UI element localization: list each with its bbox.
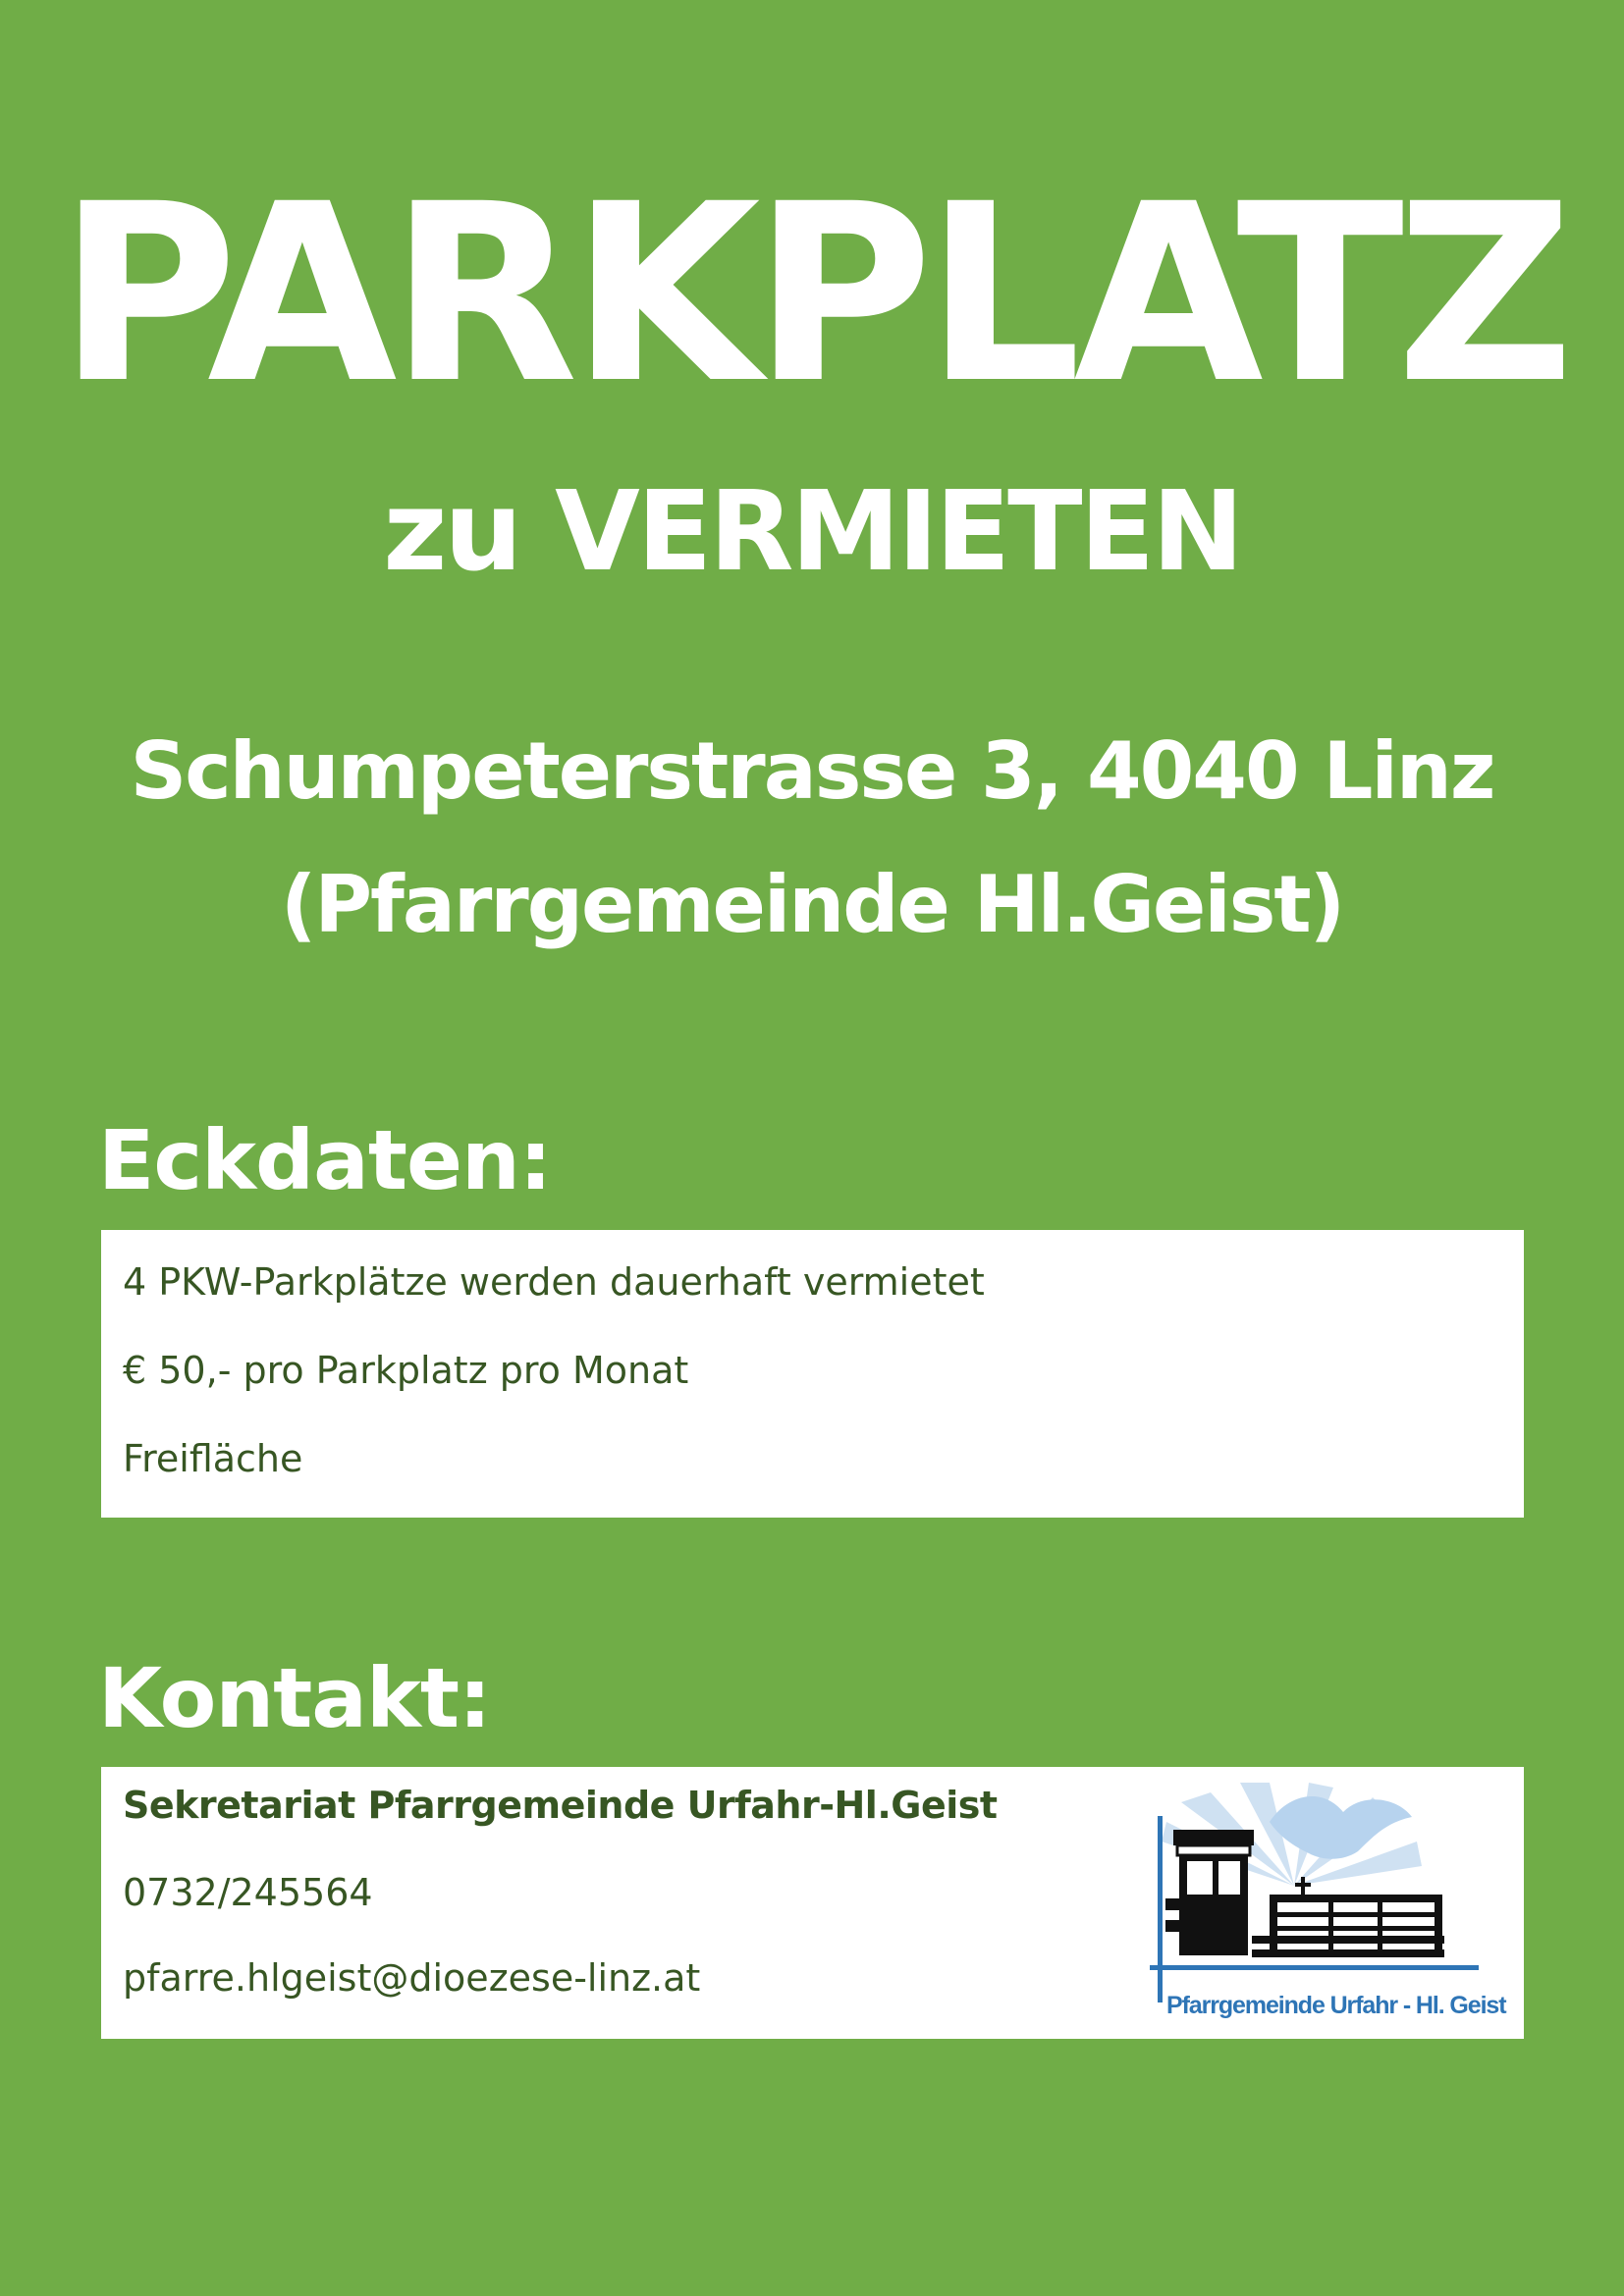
contact-heading: Kontakt: <box>98 1650 491 1746</box>
details-item: € 50,- pro Parkplatz pro Monat <box>123 1349 689 1392</box>
contact-phone[interactable]: 0732/245564 <box>123 1871 373 1914</box>
address-parish: (Pfarrgemeinde Hl.Geist) <box>280 859 1344 950</box>
details-box <box>101 1230 1524 1518</box>
poster-subtitle: zu VERMIETEN <box>383 468 1241 596</box>
logo-caption: Pfarrgemeinde Urfahr - Hl. Geist <box>1166 1992 1506 2019</box>
poster-title: PARKPLATZ <box>57 151 1567 437</box>
details-item: Freifläche <box>123 1437 303 1480</box>
contact-organization: Sekretariat Pfarrgemeinde Urfahr-Hl.Geist <box>123 1784 998 1827</box>
address-street: Schumpeterstrasse 3, 4040 Linz <box>130 725 1494 817</box>
details-item: 4 PKW-Parkplätze werden dauerhaft vermietet <box>123 1260 985 1304</box>
details-heading: Eckdaten: <box>98 1112 552 1208</box>
contact-email[interactable]: pfarre.hlgeist@dioezese-linz.at <box>123 1956 701 2000</box>
parish-logo <box>1122 1783 1515 2028</box>
contact-box <box>101 1767 1524 2039</box>
